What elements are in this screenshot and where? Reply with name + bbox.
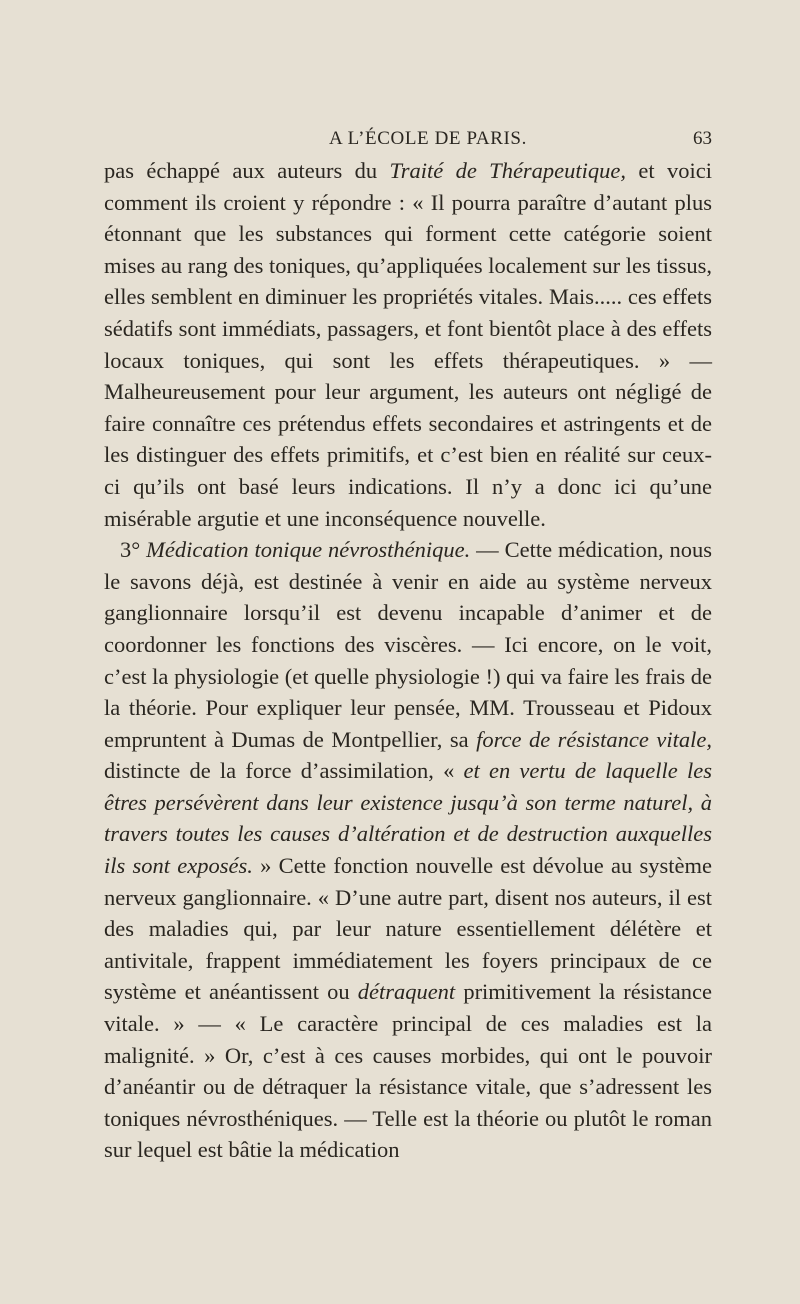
italic-quote: et en vertu de laquelle les êtres persévèrent dans leur existence jusqu’à son terme naturel, à travers toutes les causes d’altération et de destruction auxquelles ils sont exposés. [104, 758, 712, 879]
running-head: A L’ÉCOLE DE PARIS. [329, 128, 527, 149]
body-text [104, 155, 712, 1166]
page-number: 63 [693, 128, 712, 149]
italic-title: Traité de Thérapeutique, [389, 158, 627, 183]
text-run: — Cette médication, nous le savons déjà, est destinée à venir en aide au système nerveux ganglionnaire lorsqu’il est devenu incapable d’animer et de coordonner les fonctions des viscères. — Ici encore, on le voit, c’est la physiologie (et quelle physiologie !) qui va faire les frais de la théorie. Pour expliquer leur pensée, MM. Trousseau et Pidoux empruntent à Dumas de Montpellier, sa [104, 537, 712, 752]
text-run: primitivement la résistance vitale. » — « Le caractère principal de ces maladies est la malignité. » Or, c’est à ces causes morbides, qui ont le pouvoir d’anéantir ou de détraquer la résistance vitale, que s’adressent les toniques névrosthéniques. — Telle est la théorie ou plutôt le roman sur lequel est bâtie la médication [104, 979, 712, 1163]
italic-term: détraquent [357, 979, 456, 1005]
text-run: et voici comment ils croient y répondre : « Il pourra paraître d’autant plus étonnant que les substances qui forment cette catégorie soient mises au rang des toniques, qu’appliquées localement sur les tissus, elles semblent en diminuer les propriétés vitales. Mais..... ces effets sédatifs sont immédiats, passagers, et font bientôt place à des effets locaux toniques, qui sont les effets thérapeutiques. » — Malheureusement pour leur argument, les auteurs ont négligé de faire connaître ces prétendus effets secondaires et astringents et de les distinguer des effets primitifs, et c’est bien en réalité sur ceux-ci qu’ils ont basé leurs indications. Il n’y a donc ici qu’une misérable argutie et une inconséquence nouvelle. [104, 158, 713, 531]
italic-heading: Médication tonique névrosthénique. [146, 537, 471, 563]
paragraph [104, 155, 712, 534]
paragraph [104, 534, 712, 1166]
page-header [104, 128, 712, 154]
text-run: distincte de la force d’assimilation, « [104, 758, 464, 784]
text-run: » Cette fonction nouvelle est dévolue au système nerveux ganglionnaire. « D’une autre part, disent nos auteurs, il est des maladies qui, par leur nature essentiellement délétère et antivitale, frappent immédiatement les foyers principaux de ce système et anéantissent ou [104, 853, 712, 1005]
italic-term: force de résistance vitale, [476, 726, 712, 752]
text-run: 3° [120, 537, 147, 563]
text-run: pas échappé aux auteurs du [104, 158, 390, 183]
